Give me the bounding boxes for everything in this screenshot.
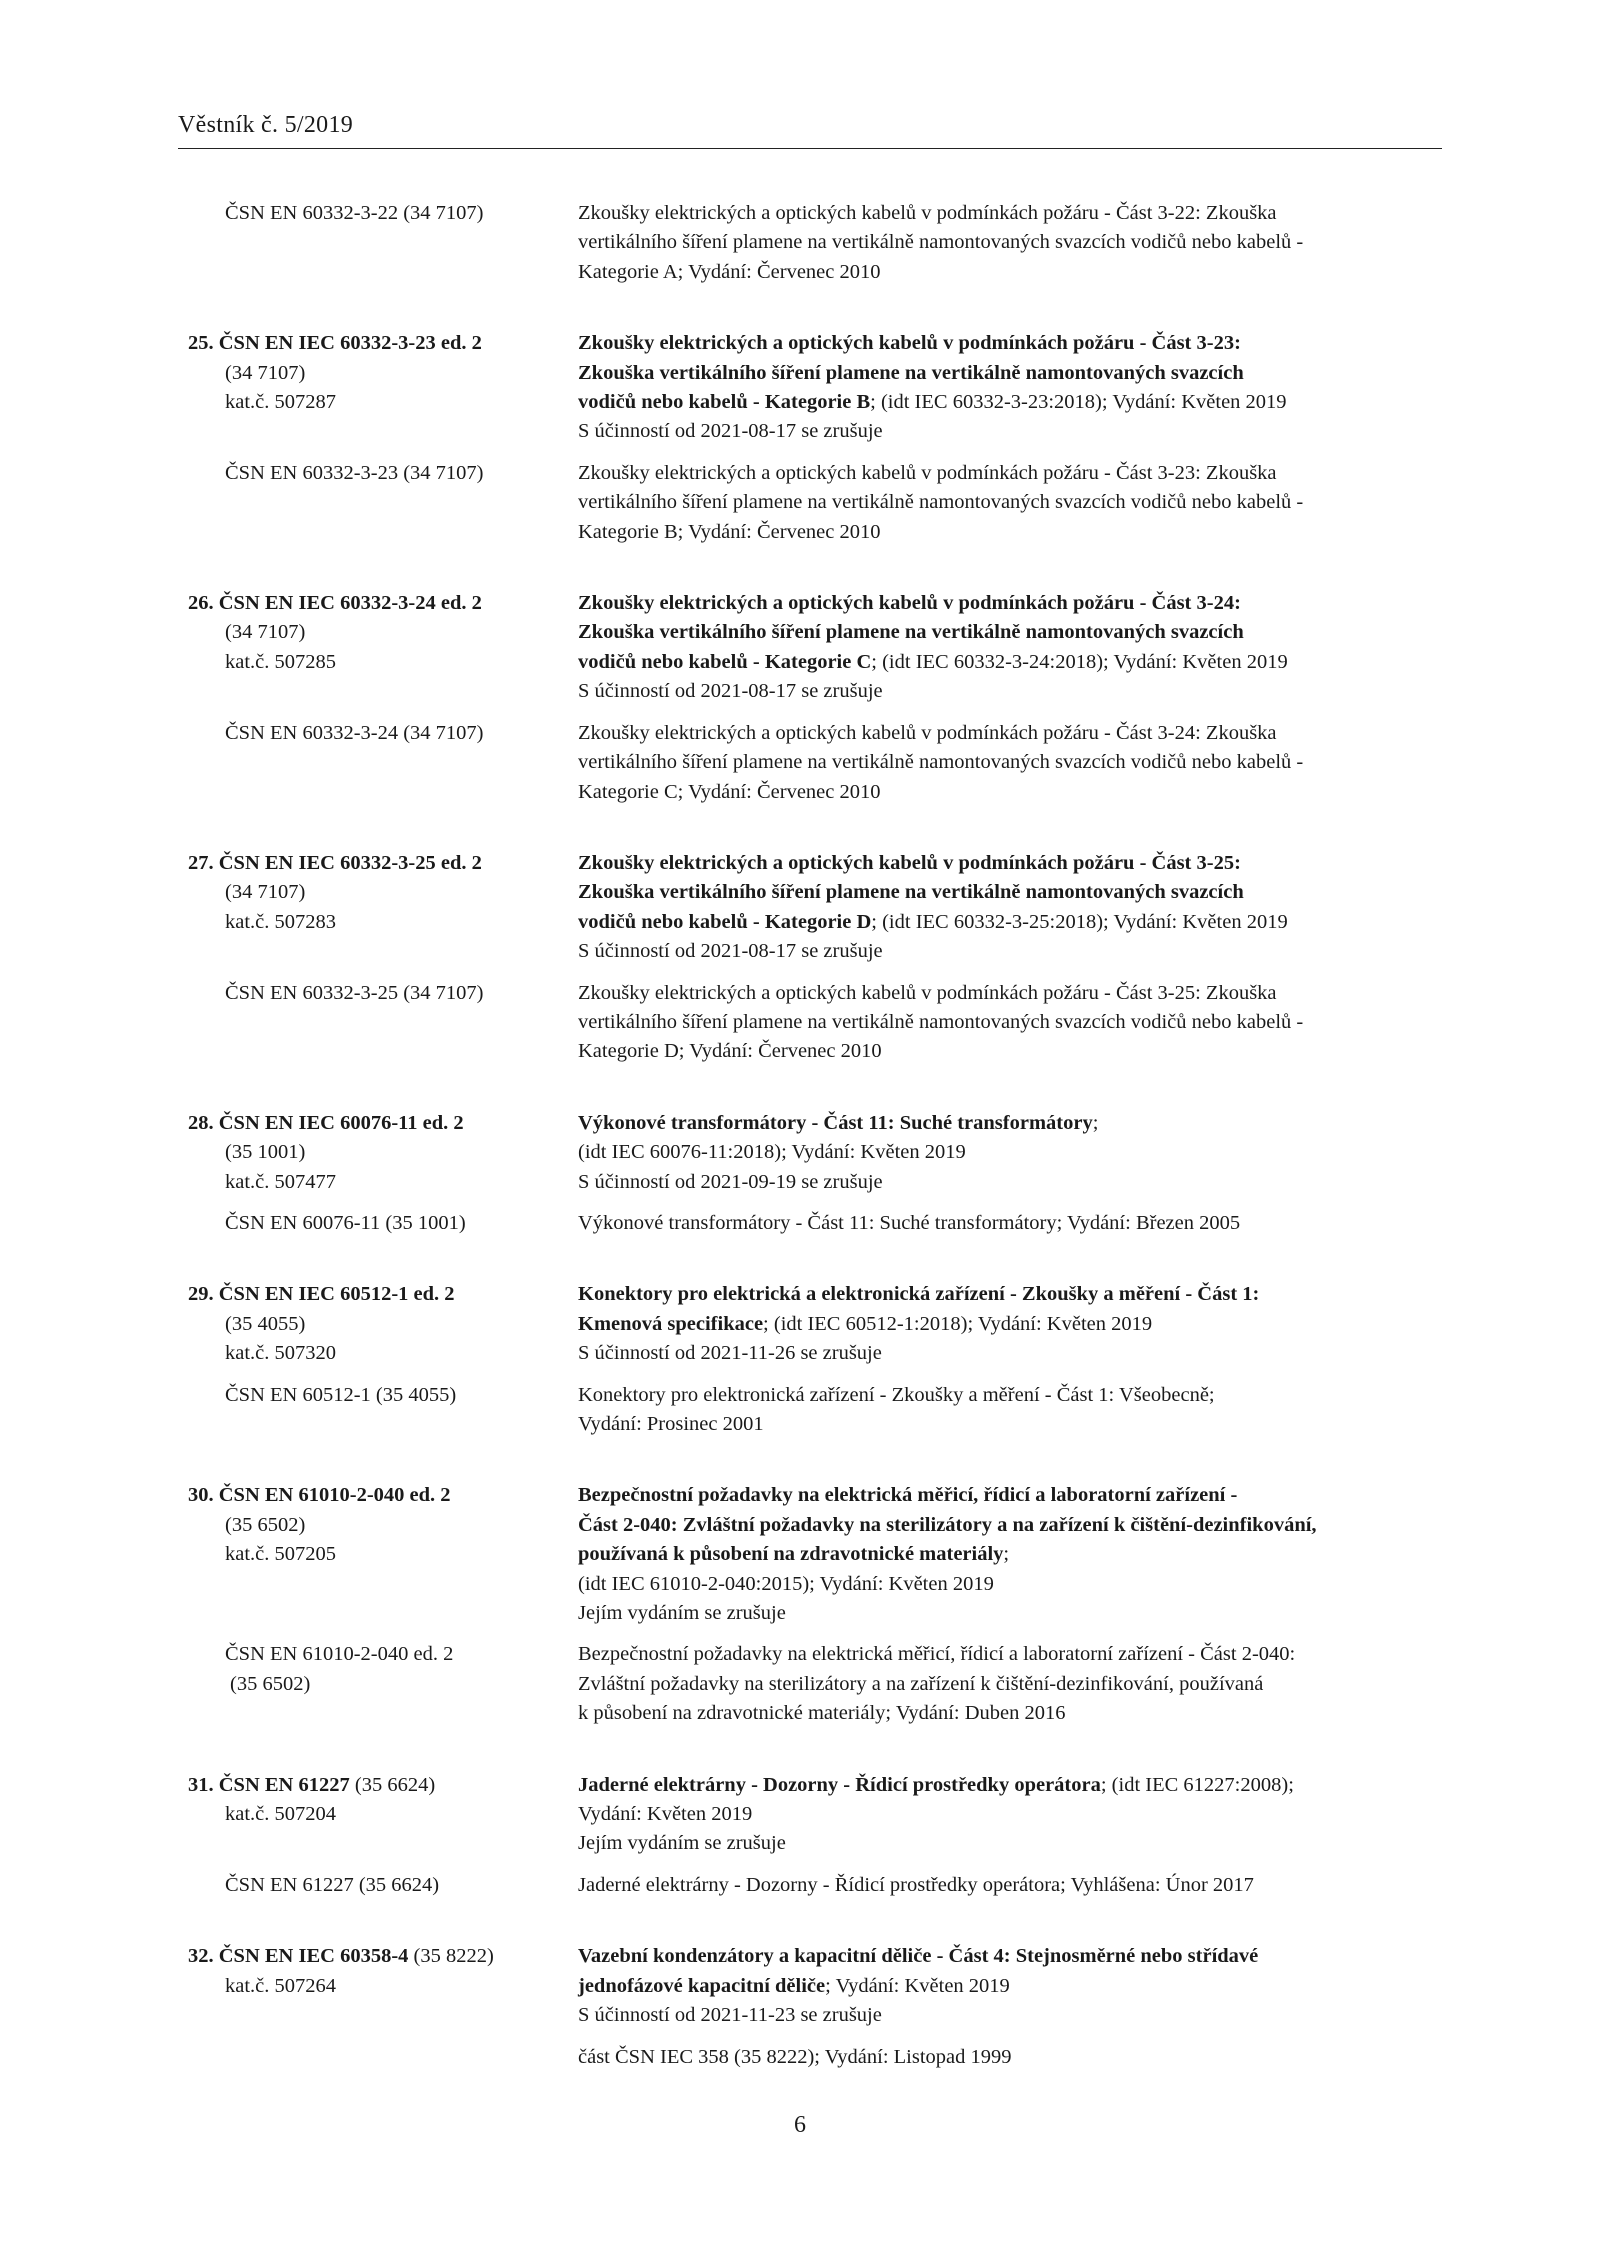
- validity-note: Jejím vydáním se zrušuje: [578, 1832, 786, 1855]
- standard-details: ; (idt IEC 60512-1:2018); Vydání: Květen 2019: [763, 1312, 1153, 1335]
- catalog-number: kat.č. 507205: [225, 1543, 337, 1566]
- validity-note: S účinností od 2021-08-17 se zrušuje: [578, 940, 883, 963]
- standard-title-line: vodičů nebo kabelů - Kategorie B: [578, 391, 871, 414]
- catalog-number: kat.č. 507204: [225, 1803, 337, 1826]
- replaced-title-line: Kategorie C; Vydání: Červenec 2010: [578, 780, 881, 803]
- classification-code: (35 6624): [349, 1773, 436, 1796]
- standard-heading: [188, 849, 578, 878]
- standard-title-line: Část 2-040: Zvláštní požadavky na sterilizátory a na zařízení k čištění-dezinfikování,: [578, 1513, 1317, 1536]
- standard-heading: [188, 1942, 578, 1971]
- list-item: [188, 849, 1448, 1067]
- item-number: 25.: [188, 332, 214, 355]
- replaced-code: ČSN EN 60332-3-23 (34 7107): [225, 461, 484, 484]
- page-number: 6: [794, 2112, 806, 2138]
- replaced-standard: [188, 2043, 1448, 2072]
- replaced-standard: [188, 1640, 1448, 1728]
- replaced-title-line: Kategorie B; Vydání: Červenec 2010: [578, 520, 881, 543]
- replaced-standard: [188, 1209, 1448, 1238]
- list-item: [188, 1280, 1448, 1439]
- item-number: 26.: [188, 592, 214, 615]
- standard-details: ; (idt IEC 60332-3-23:2018); Vydání: Květen 2019: [870, 391, 1287, 414]
- replaced-title-line: Zkoušky elektrických a optických kabelů v podmínkách požáru - Část 3-22: Zkouška: [578, 202, 1277, 224]
- replaced-title-line: vertikálního šíření plamene na vertikálně namontovaných svazcích vodičů nebo kabelů -: [578, 751, 1304, 774]
- new-standard: [188, 1481, 1448, 1628]
- standard-details: ; (idt IEC 60332-3-24:2018); Vydání: Květen 2019: [871, 650, 1288, 673]
- standard-title-line: Zkoušky elektrických a optických kabelů v podmínkách požáru - Část 3-25:: [578, 851, 1241, 874]
- replaced-title-line: vertikálního šíření plamene na vertikálně namontovaných svazcích vodičů nebo kabelů -: [578, 231, 1304, 254]
- standard-title-line: Zkouška vertikálního šíření plamene na vertikálně namontovaných svazcích: [578, 621, 1244, 644]
- replaced-code: ČSN EN 60332-3-24 (34 7107): [225, 721, 484, 744]
- classification-code: (34 7107): [225, 361, 306, 384]
- list-item: [188, 1942, 1448, 2072]
- standard-title-line: Vazební kondenzátory a kapacitní děliče - Část 4: Stejnosměrné nebo střídavé: [578, 1945, 1259, 1968]
- replaced-classification-code: (35 6502): [230, 1672, 311, 1695]
- validity-note: S účinností od 2021-08-17 se zrušuje: [578, 420, 883, 443]
- item-number: 30.: [188, 1484, 214, 1507]
- catalog-number: kat.č. 507320: [225, 1342, 337, 1365]
- validity-note: Jejím vydáním se zrušuje: [578, 1602, 786, 1625]
- catalog-number: kat.č. 507283: [225, 910, 337, 933]
- standard-code: ČSN EN IEC 60076-11 ed. 2: [218, 1111, 464, 1134]
- replaced-title-line: Zvláštní požadavky na sterilizátory a na zařízení k čištění-dezinfikování, používaná: [578, 1672, 1264, 1695]
- standard-title-line: jednofázové kapacitní děliče: [578, 1974, 826, 1997]
- standard-code: ČSN EN IEC 60332-3-24 ed. 2: [218, 592, 482, 615]
- catalog-number: kat.č. 507264: [225, 1974, 337, 1997]
- catalog-number: kat.č. 507285: [225, 650, 337, 673]
- replaced-code: ČSN EN 61227 (35 6624): [225, 1873, 440, 1896]
- list-item: [188, 329, 1448, 547]
- replaced-code: ČSN EN 60332-3-22 (34 7107): [225, 202, 484, 224]
- new-standard: [188, 1109, 1448, 1197]
- standard-title-line: Výkonové transformátory - Část 11: Suché transformátory: [578, 1111, 1093, 1134]
- standard-title-line: Zkouška vertikálního šíření plamene na vertikálně namontovaných svazcích: [578, 881, 1244, 904]
- standard-details: (idt IEC 61010-2-040:2015); Vydání: Květen 2019: [578, 1572, 994, 1595]
- new-standard: [188, 1280, 1448, 1368]
- standard-title-line: používaná k působení na zdravotnické materiály: [578, 1543, 1004, 1566]
- new-standard: [188, 1942, 1448, 2030]
- standard-code: ČSN EN IEC 60512-1 ed. 2: [218, 1283, 455, 1306]
- page-header: [178, 112, 1442, 149]
- standard-code: ČSN EN 61227: [218, 1773, 350, 1796]
- standard-heading: [188, 589, 578, 618]
- catalog-number: kat.č. 507477: [225, 1170, 337, 1193]
- replaced-standard: [188, 1871, 1448, 1900]
- replaced-title-line: Zkoušky elektrických a optických kabelů v podmínkách požáru - Část 3-23: Zkouška: [578, 461, 1277, 484]
- replaced-title-line: vertikálního šíření plamene na vertikálně namontovaných svazcích vodičů nebo kabelů -: [578, 491, 1304, 514]
- replaced-title-line: Zkoušky elektrických a optických kabelů v podmínkách požáru - Část 3-24: Zkouška: [578, 721, 1277, 744]
- replaced-code: ČSN EN 60512-1 (35 4055): [225, 1383, 457, 1406]
- standard-title-line: vodičů nebo kabelů - Kategorie D: [578, 910, 872, 933]
- replaced-title-line: část ČSN IEC 358 (35 8222); Vydání: Listopad 1999: [578, 2045, 1012, 2068]
- catalog-number: kat.č. 507287: [225, 391, 337, 414]
- item-number: 27.: [188, 851, 214, 874]
- standard-details: ; Vydání: Květen 2019: [825, 1974, 1010, 1997]
- replaced-title-line: Jaderné elektrárny - Dozorny - Řídicí prostředky operátora; Vyhlášena: Únor 2017: [578, 1873, 1254, 1896]
- list-item: [188, 1771, 1448, 1901]
- standard-code: ČSN EN IEC 60358-4: [218, 1945, 409, 1968]
- standard-details: (idt IEC 60076-11:2018); Vydání: Květen 2019: [578, 1141, 966, 1164]
- standard-title-line: Konektory pro elektrická a elektronická zařízení - Zkoušky a měření - Část 1:: [578, 1283, 1260, 1306]
- list-item: [188, 1481, 1448, 1728]
- replaced-code: ČSN EN 60332-3-25 (34 7107): [225, 981, 484, 1004]
- standard-code: ČSN EN 61010-2-040 ed. 2: [218, 1484, 451, 1507]
- standard-title-line: Jaderné elektrárny - Dozorny - Řídicí prostředky operátora: [578, 1773, 1101, 1796]
- validity-note: S účinností od 2021-11-23 se zrušuje: [578, 2004, 882, 2027]
- classification-code: (34 7107): [225, 621, 306, 644]
- item-number: 32.: [188, 1945, 214, 1968]
- new-standard: [188, 849, 1448, 967]
- bulletin-title: Věstník č. 5/2019: [178, 112, 354, 138]
- standard-details: Vydání: Květen 2019: [578, 1803, 753, 1826]
- classification-code: (34 7107): [225, 881, 306, 904]
- standard-heading: [188, 1771, 578, 1800]
- standard-title-line: Bezpečnostní požadavky na elektrická měřicí, řídicí a laboratorní zařízení -: [578, 1484, 1238, 1507]
- list-item: [188, 589, 1448, 807]
- standard-code: ČSN EN IEC 60332-3-25 ed. 2: [218, 851, 482, 874]
- replaced-title-line: Bezpečnostní požadavky na elektrická měřicí, řídicí a laboratorní zařízení - Část 2-040:: [578, 1643, 1296, 1666]
- replaced-standard: [188, 979, 1448, 1067]
- replaced-title-line: Kategorie A; Vydání: Červenec 2010: [578, 260, 881, 283]
- classification-code: (35 8222): [408, 1945, 494, 1968]
- item-number: 31.: [188, 1773, 214, 1796]
- standards-list: [188, 199, 1448, 2114]
- validity-note: S účinností od 2021-09-19 se zrušuje: [578, 1170, 883, 1193]
- standard-heading: [188, 1481, 578, 1510]
- standard-title-line: Kmenová specifikace: [578, 1312, 764, 1335]
- replaced-title-line: Zkoušky elektrických a optických kabelů v podmínkách požáru - Část 3-25: Zkouška: [578, 981, 1277, 1004]
- list-item: [188, 199, 1448, 287]
- replaced-standard: [188, 719, 1448, 807]
- replaced-code: ČSN EN 60076-11 (35 1001): [225, 1211, 466, 1234]
- standard-details: ;: [1003, 1543, 1010, 1566]
- replaced-title-line: Vydání: Prosinec 2001: [578, 1413, 764, 1435]
- standard-title-line: Zkoušky elektrických a optických kabelů v podmínkách požáru - Část 3-24:: [578, 592, 1241, 615]
- standard-details: ; (idt IEC 60332-3-25:2018); Vydání: Květen 2019: [871, 910, 1288, 933]
- standard-heading: [188, 1109, 578, 1138]
- item-number: 28.: [188, 1111, 214, 1134]
- standard-heading: [188, 1280, 578, 1309]
- standard-details: ;: [1092, 1111, 1099, 1134]
- classification-code: (35 1001): [225, 1141, 306, 1164]
- validity-note: S účinností od 2021-11-26 se zrušuje: [578, 1342, 882, 1365]
- standard-code: ČSN EN IEC 60332-3-23 ed. 2: [218, 332, 482, 355]
- new-standard: [188, 589, 1448, 707]
- replaced-title-line: Konektory pro elektronická zařízení - Zkoušky a měření - Část 1: Všeobecně;: [578, 1383, 1215, 1406]
- replaced-standard: [188, 1381, 1448, 1440]
- standard-title-line: vodičů nebo kabelů - Kategorie C: [578, 650, 872, 673]
- validity-note: S účinností od 2021-08-17 se zrušuje: [578, 680, 883, 703]
- list-item: [188, 1109, 1448, 1239]
- new-standard: [188, 1771, 1448, 1859]
- replaced-code: ČSN EN 61010-2-040 ed. 2: [225, 1643, 454, 1666]
- replaced-title-line: Výkonové transformátory - Část 11: Suché transformátory; Vydání: Březen 2005: [578, 1211, 1241, 1234]
- replaced-standard: [188, 459, 1448, 547]
- standard-title-line: Zkouška vertikálního šíření plamene na vertikálně namontovaných svazcích: [578, 361, 1244, 384]
- replaced-standard: [188, 199, 1448, 287]
- standard-title-line: Zkoušky elektrických a optických kabelů v podmínkách požáru - Část 3-23:: [578, 332, 1241, 355]
- replaced-title-line: vertikálního šíření plamene na vertikálně namontovaných svazcích vodičů nebo kabelů -: [578, 1010, 1304, 1033]
- replaced-title-line: Kategorie D; Vydání: Červenec 2010: [578, 1040, 882, 1063]
- standard-heading: [188, 329, 578, 358]
- replaced-title-line: k působení na zdravotnické materiály; Vydání: Duben 2016: [578, 1702, 1066, 1725]
- standard-details: ; (idt IEC 61227:2008);: [1100, 1773, 1294, 1796]
- classification-code: (35 4055): [225, 1312, 306, 1335]
- classification-code: (35 6502): [225, 1513, 306, 1536]
- item-number: 29.: [188, 1283, 214, 1306]
- new-standard: [188, 329, 1448, 447]
